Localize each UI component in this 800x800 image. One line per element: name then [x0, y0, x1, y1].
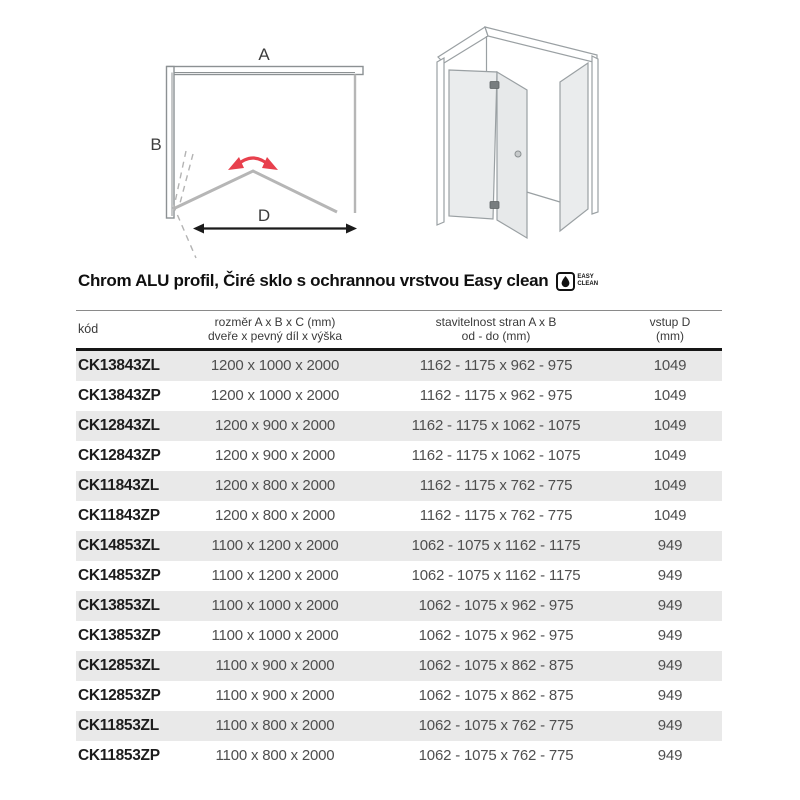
fixed-panel-left: [449, 70, 497, 219]
cell-rozmer: 1100 x 1000 x 2000: [211, 597, 339, 615]
door-panel: [497, 72, 527, 238]
cell-kod: CK14853ZL: [78, 536, 160, 554]
table-row: [76, 591, 722, 621]
cell-kod: CK11843ZP: [78, 506, 160, 524]
cell-vstup: 1049: [653, 357, 687, 375]
table-row: [76, 741, 722, 771]
cell-stavitelnost: 1062 - 1075 x 1162 - 1175: [411, 537, 581, 555]
cell-stavitelnost: 1062 - 1075 x 862 - 875: [418, 687, 574, 705]
cell-rozmer: 1200 x 800 x 2000: [214, 477, 336, 495]
cell-kod: CK13843ZP: [78, 386, 161, 404]
wall-a-profile: [167, 67, 363, 75]
cell-kod: CK14853ZP: [78, 566, 161, 584]
cell-vstup: 949: [657, 537, 683, 555]
cell-vstup: 949: [657, 567, 683, 585]
cell-kod: CK13853ZL: [78, 596, 160, 614]
table-row: [76, 531, 722, 561]
header-vstup: vstup D (mm): [649, 315, 691, 344]
table-row: [76, 711, 722, 741]
cell-rozmer: 1200 x 900 x 2000: [214, 447, 336, 465]
table-row: [76, 501, 722, 531]
cell-stavitelnost: 1162 - 1175 x 762 - 775: [419, 507, 573, 525]
cell-stavitelnost: 1162 - 1175 x 962 - 975: [419, 357, 573, 375]
table-row: [76, 651, 722, 681]
swing-arrow-right-head: [262, 157, 278, 170]
cell-rozmer: 1100 x 800 x 2000: [215, 747, 335, 765]
cell-rozmer: 1100 x 1200 x 2000: [211, 537, 339, 555]
table-row: [76, 681, 722, 711]
cell-vstup: 1049: [653, 477, 687, 495]
droplet-icon: [556, 272, 575, 291]
table-header: [76, 310, 722, 351]
cell-vstup: 949: [657, 747, 683, 765]
easy-clean-badge: [556, 272, 598, 291]
cell-kod: CK12853ZP: [78, 686, 161, 704]
cell-stavitelnost: 1062 - 1075 x 762 - 775: [418, 747, 574, 765]
cell-vstup: 949: [657, 597, 683, 615]
cell-rozmer: 1200 x 900 x 2000: [214, 417, 336, 435]
cell-rozmer: 1100 x 900 x 2000: [215, 657, 335, 675]
cell-kod: CK13853ZP: [78, 626, 161, 644]
folding-door-open-lines: [173, 171, 337, 212]
top-frame-left-rail: [438, 27, 488, 63]
easy-clean-badge-text: EASY CLEAN: [577, 274, 599, 287]
cell-kod: CK11853ZL: [78, 716, 159, 734]
cell-kod: CK11853ZP: [78, 746, 160, 764]
cell-kod: CK13843ZL: [78, 356, 160, 374]
cell-stavitelnost: 1162 - 1175 x 962 - 975: [419, 387, 573, 405]
table-row: [76, 441, 722, 471]
cell-vstup: 949: [657, 717, 683, 735]
cell-rozmer: 1200 x 800 x 2000: [214, 507, 336, 525]
cell-kod: CK12843ZP: [78, 446, 161, 464]
cell-kod: CK12843ZL: [78, 416, 160, 434]
page-title: Chrom ALU profil, Čiré sklo s ochrannou vrstvou Easy clean: [78, 271, 549, 290]
top-frame-right-rail: [485, 27, 597, 63]
cell-vstup: 1049: [653, 447, 687, 465]
side-panel-right: [560, 63, 588, 231]
cell-stavitelnost: 1062 - 1075 x 1162 - 1175: [411, 567, 581, 585]
hinge-top-icon: [490, 82, 499, 89]
cell-rozmer: 1200 x 1000 x 2000: [210, 387, 340, 405]
enclosure-3d-drawing: [400, 10, 680, 260]
wall-b-profile: [167, 67, 175, 219]
dimension-label-b: B: [150, 135, 162, 154]
header-stavitelnost: stavitelnost stran A x B od - do (mm): [435, 315, 557, 344]
right-wall-profile: [592, 56, 598, 214]
cell-vstup: 949: [657, 657, 683, 675]
cell-kod: CK12853ZL: [78, 656, 160, 674]
swing-arrow-left-head: [228, 157, 244, 170]
plan-view-diagram: [100, 20, 400, 270]
cell-stavitelnost: 1162 - 1175 x 762 - 775: [419, 477, 573, 495]
cell-vstup: 949: [657, 687, 683, 705]
cell-rozmer: 1100 x 900 x 2000: [215, 687, 335, 705]
table-row: [76, 621, 722, 651]
header-kod: kód: [78, 321, 99, 336]
d-arrow-right-head: [346, 224, 357, 234]
cell-rozmer: 1100 x 800 x 2000: [215, 717, 335, 735]
cell-kod: CK11843ZL: [78, 476, 159, 494]
table-row: [76, 351, 722, 381]
door-knob-icon: [515, 151, 521, 157]
cell-vstup: 1049: [653, 417, 687, 435]
cell-vstup: 1049: [653, 507, 687, 525]
table-row: [76, 381, 722, 411]
cell-rozmer: 1200 x 1000 x 2000: [210, 357, 340, 375]
cell-stavitelnost: 1062 - 1075 x 762 - 775: [418, 717, 574, 735]
title-row: [78, 271, 598, 291]
table-row: [76, 411, 722, 441]
cell-stavitelnost: 1062 - 1075 x 962 - 975: [418, 597, 574, 615]
cell-vstup: 949: [657, 627, 683, 645]
cell-stavitelnost: 1162 - 1175 x 1062 - 1075: [411, 447, 581, 465]
cell-rozmer: 1100 x 1000 x 2000: [211, 627, 339, 645]
header-rozmer: rozměr A x B x C (mm) dveře x pevný díl x výška: [207, 315, 343, 344]
cell-stavitelnost: 1162 - 1175 x 1062 - 1075: [411, 417, 581, 435]
cell-stavitelnost: 1062 - 1075 x 862 - 875: [418, 657, 574, 675]
left-wall-profile: [437, 58, 444, 225]
table-body: [76, 351, 722, 771]
cell-rozmer: 1100 x 1200 x 2000: [211, 567, 339, 585]
cell-vstup: 1049: [653, 387, 687, 405]
table-row: [76, 561, 722, 591]
table-row: [76, 471, 722, 501]
dimension-label-a: A: [258, 45, 270, 64]
hinge-bottom-icon: [490, 202, 499, 209]
d-arrow-left-head: [193, 224, 204, 234]
cell-stavitelnost: 1062 - 1075 x 962 - 975: [418, 627, 574, 645]
dimension-label-d: D: [257, 206, 271, 225]
spec-table: [76, 310, 722, 771]
